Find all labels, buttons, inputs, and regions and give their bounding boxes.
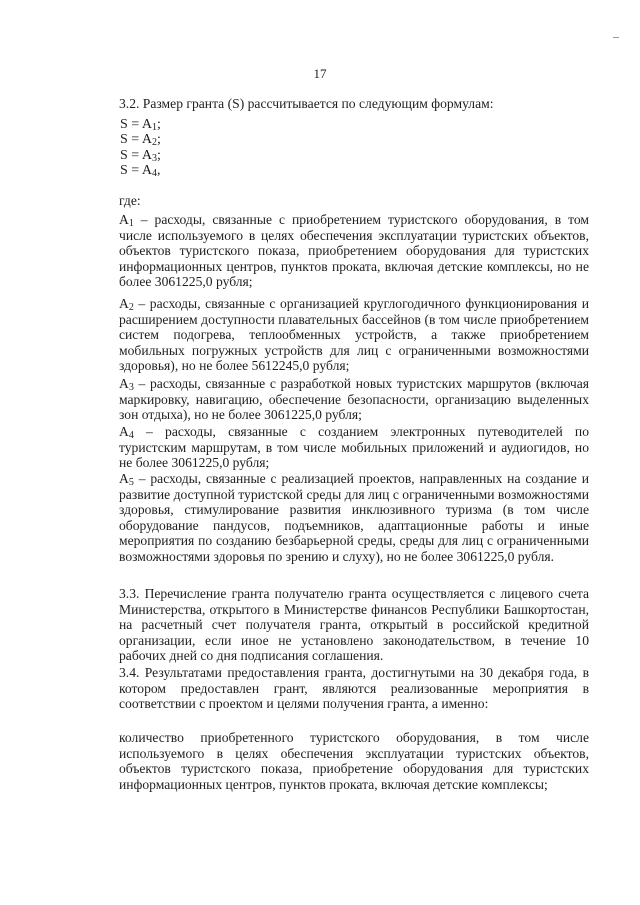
expense-a5: $A_5$ – расходы, связанные с реализацией проектов, направленных на создание и развитие доступной туристской среды для лиц с ограниченными возможностями здоровья, стимулирование развития инклюзивного туризма (в том числе оборудование пандусов, подъемников, адаптационные работы и иные мероприятия по созданию безбарьерной среды, среды для лиц с ограниченными возможностями здоровья по зрению и слуху), но не более 3061225,0 рубля. [119, 471, 589, 564]
scan-artifact [613, 37, 619, 38]
section-3-2-intro: 3.2. Размер гранта (S) рассчитывается по следующим формулам: [119, 96, 494, 111]
formula-1: $S = A_1$; [120, 117, 161, 133]
page-number: 17 [313, 66, 327, 81]
formula-2: $S = A_2$; [120, 132, 161, 148]
expense-a2: $A_2$ – расходы, связанные с организацией круглогодичного функционирования и расширением доступности плавательных бассейнов (в том числе приобретением систем подогрева, теплообменных устройств, а также приобретением мобильных погружных устройств для лиц с ограниченными возможностями здоровья), но не более 5612245,0 рубля; [119, 296, 589, 373]
section-3-4: 3.4. Результатами предоставления гранта, достигнутыми на 30 декабря года, в котором предоставлен грант, являются реализованные мероприятия в соответствии с проектом и целями получения гранта, а именно: [119, 665, 589, 711]
formula-3: $S = A_3$; [120, 148, 161, 164]
where-label: где: [119, 193, 141, 208]
section-3-3: 3.3. Перечисление гранта получателю гранта осуществляется с лицевого счета Министерства, открытого в Министерстве финансов Республики Башкортостан, на расчетный счет получателя гранта, открытый в российской кредитной организации, если иное не установлено законодательством, в течение 10 рабочих дней со дня подписания соглашения. [119, 586, 589, 663]
expense-a4: $A_4$ – расходы, связанные с созданием электронных путеводителей по туристским маршрутам, в том числе мобильных приложений и аудиогидов, но не более 3061225,0 рубля; [119, 424, 589, 470]
expense-a1: $A_1$ – расходы, связанные с приобретением туристского оборудования, в том числе используемого в целях обеспечения эксплуатации туристских объектов, объектов туристского показа, приобретением оборудования для туристских информационных центров, пунктов проката, включая детские комплексы, но не более 3061225,0 рубля; [119, 212, 589, 289]
formula-4: $S = A_4$, [120, 163, 161, 179]
result-item-1: количество приобретенного туристского оборудования, в том числе используемого в целях обеспечения эксплуатации туристских объектов, объектов туристского показа, приобретение оборудования для туристских информационных центров, пунктов проката, включая детские комплексы; [119, 730, 589, 792]
expense-a3: $A_3$ – расходы, связанные с разработкой новых туристских маршрутов (включая маркировку, навигацию, обеспечение безопасности, организацию выделенных зон отдыха), но не более 3061225,0 рубля; [119, 376, 589, 422]
